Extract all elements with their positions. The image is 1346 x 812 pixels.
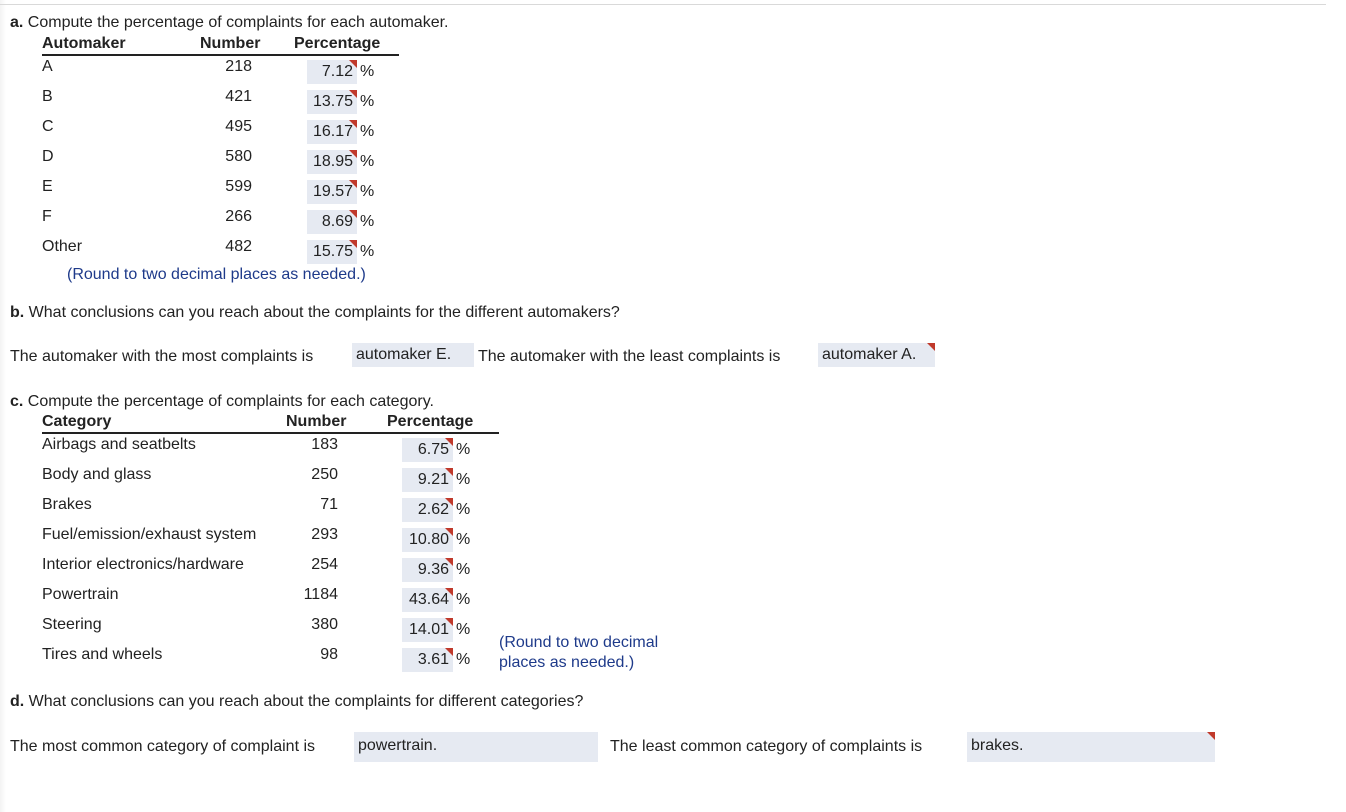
feedback-flag-icon <box>349 90 357 98</box>
part-b-answer-most[interactable] <box>352 343 474 367</box>
feedback-flag-icon <box>445 498 453 506</box>
part-b-sentence-most: The automaker with the most complaints is <box>10 348 314 365</box>
top-divider <box>0 4 1326 5</box>
part-a-percentage-input[interactable] <box>307 90 357 114</box>
feedback-flag-icon <box>349 60 357 68</box>
part-a-percentage-value: 16.17 <box>312 123 353 140</box>
feedback-flag-icon <box>445 468 453 476</box>
part-c-row-number: 71 <box>320 496 338 513</box>
part-a-percentage-value: 13.75 <box>312 93 353 110</box>
part-a-percentage-input[interactable] <box>307 180 357 204</box>
part-a-percent-sign: % <box>360 63 375 80</box>
part-c-percentage-value: 3.61 <box>417 651 449 668</box>
part-a-row-number: 421 <box>225 88 252 105</box>
part-c-row-name: Tires and wheels <box>42 646 163 663</box>
feedback-flag-icon <box>349 120 357 128</box>
feedback-flag-icon <box>445 618 453 626</box>
part-a-percentage-input[interactable] <box>307 210 357 234</box>
part-c-percentage-value: 2.62 <box>417 501 449 518</box>
part-a-percentage-value: 7.12 <box>321 63 353 80</box>
part-a-row-name: C <box>42 118 54 135</box>
part-c-hint-line2: places as needed.) <box>499 654 635 671</box>
part-c-question <box>10 392 434 412</box>
part-b-question-text: What conclusions can you reach about the complaints for the different automakers? <box>28 304 620 321</box>
part-c-row-name: Airbags and seatbelts <box>42 436 196 453</box>
part-b-label: b. <box>10 304 25 321</box>
part-a-percent-sign: % <box>360 213 375 230</box>
part-c-row-number: 293 <box>311 526 338 543</box>
part-c-header-underline <box>42 432 499 434</box>
part-c-row-number: 254 <box>311 556 338 573</box>
part-c-percentage-value: 9.21 <box>417 471 449 488</box>
part-c-row-name: Powertrain <box>42 586 119 603</box>
part-c-percent-sign: % <box>456 531 471 548</box>
part-c-percentage-input[interactable] <box>402 528 453 552</box>
part-c-row-number: 1184 <box>303 586 338 603</box>
part-c-percentage-value: 6.75 <box>417 441 449 458</box>
part-d-answer-most-text: powertrain. <box>358 737 438 754</box>
part-a-row-name: E <box>42 178 53 195</box>
part-c-percent-sign: % <box>456 501 471 518</box>
part-c-label: c. <box>10 393 24 410</box>
part-a-row-number: 495 <box>225 118 252 135</box>
part-a-row-name: F <box>42 208 52 225</box>
feedback-flag-icon <box>349 150 357 158</box>
part-a-label: a. <box>10 14 24 31</box>
part-a-percent-sign: % <box>360 183 375 200</box>
part-c-percentage-input[interactable] <box>402 438 453 462</box>
part-c-percentage-input[interactable] <box>402 648 453 672</box>
part-d-answer-least[interactable] <box>967 732 1215 762</box>
part-c-row-name: Fuel/emission/exhaust system <box>42 526 257 543</box>
part-a-row-number: 482 <box>225 238 252 255</box>
part-c-percentage-input[interactable] <box>402 558 453 582</box>
part-c-row-number: 380 <box>311 616 338 633</box>
left-shadow <box>0 0 6 812</box>
part-a-percentage-input[interactable] <box>307 120 357 144</box>
part-c-header-number: Number <box>286 413 347 430</box>
part-a-header-number: Number <box>200 35 261 52</box>
part-d-label: d. <box>10 693 25 710</box>
feedback-flag-icon <box>1207 732 1215 740</box>
part-c-row-name: Brakes <box>42 496 92 513</box>
part-c-row-name: Body and glass <box>42 466 152 483</box>
feedback-flag-icon <box>445 528 453 536</box>
part-a-percent-sign: % <box>360 93 375 110</box>
part-b-sentence-least: The automaker with the least complaints is <box>478 348 781 365</box>
part-c-row-number: 98 <box>320 646 338 663</box>
part-a-percentage-input[interactable] <box>307 60 357 84</box>
part-c-percentage-value: 43.64 <box>408 591 449 608</box>
part-c-percentage-input[interactable] <box>402 468 453 492</box>
part-c-percentage-value: 9.36 <box>417 561 449 578</box>
part-a-header-automaker: Automaker <box>42 35 126 52</box>
part-a-question <box>10 13 448 33</box>
part-c-header-category: Category <box>42 413 112 430</box>
part-a-hint: (Round to two decimal places as needed.) <box>67 266 366 283</box>
part-d-question-text: What conclusions can you reach about the complaints for different categories? <box>28 693 584 710</box>
part-d-answer-most[interactable] <box>354 732 598 762</box>
feedback-flag-icon <box>445 438 453 446</box>
part-c-percent-sign: % <box>456 561 471 578</box>
part-a-row-number: 580 <box>225 148 252 165</box>
part-d-question <box>10 692 583 712</box>
part-a-row-name: A <box>42 58 53 75</box>
part-a-percent-sign: % <box>360 243 375 260</box>
part-d-sentence-least: The least common category of complaints is <box>610 738 923 755</box>
part-a-row-name: B <box>42 88 53 105</box>
part-a-percent-sign: % <box>360 123 375 140</box>
part-c-percentage-value: 14.01 <box>408 621 449 638</box>
part-c-row-name: Steering <box>42 616 102 633</box>
feedback-flag-icon <box>927 343 935 351</box>
part-b-answer-most-text: automaker E. <box>356 346 452 363</box>
part-a-percentage-value: 8.69 <box>321 213 353 230</box>
part-c-percentage-input[interactable] <box>402 498 453 522</box>
part-a-header-percentage: Percentage <box>294 35 381 52</box>
part-b-question <box>10 303 620 323</box>
part-a-header-underline <box>42 54 399 56</box>
part-a-percentage-value: 19.57 <box>312 183 353 200</box>
part-c-hint-line1: (Round to two decimal <box>499 634 659 651</box>
part-d-sentence-most: The most common category of complaint is <box>10 738 316 755</box>
feedback-flag-icon <box>349 210 357 218</box>
part-c-percentage-input[interactable] <box>402 618 453 642</box>
part-c-row-number: 183 <box>311 436 338 453</box>
part-a-percentage-value: 15.75 <box>312 243 353 260</box>
part-c-percentage-value: 10.80 <box>408 531 449 548</box>
part-a-percent-sign: % <box>360 153 375 170</box>
part-c-percent-sign: % <box>456 471 471 488</box>
part-c-row-number: 250 <box>311 466 338 483</box>
part-c-percent-sign: % <box>456 441 471 458</box>
feedback-flag-icon <box>349 240 357 248</box>
part-c-row-name: Interior electronics/hardware <box>42 556 244 573</box>
part-a-question-text: Compute the percentage of complaints for each automaker. <box>27 14 449 31</box>
part-c-header-percentage: Percentage <box>387 413 474 430</box>
part-a-row-number: 218 <box>225 58 252 75</box>
part-c-percentage-input[interactable] <box>402 588 453 612</box>
part-a-row-number: 266 <box>225 208 252 225</box>
feedback-flag-icon <box>445 648 453 656</box>
part-a-percentage-value: 18.95 <box>312 153 353 170</box>
part-a-row-name: D <box>42 148 54 165</box>
part-a-row-name: Other <box>42 238 83 255</box>
feedback-flag-icon <box>445 558 453 566</box>
part-b-answer-least-text: automaker A. <box>822 346 917 363</box>
part-a-percentage-input[interactable] <box>307 240 357 264</box>
feedback-flag-icon <box>349 180 357 188</box>
part-b-answer-least[interactable] <box>818 343 935 367</box>
part-d-answer-least-text: brakes. <box>971 737 1024 754</box>
part-c-percent-sign: % <box>456 621 471 638</box>
part-c-percent-sign: % <box>456 591 471 608</box>
part-a-row-number: 599 <box>225 178 252 195</box>
part-c-percent-sign: % <box>456 651 471 668</box>
feedback-flag-icon <box>445 588 453 596</box>
part-c-question-text: Compute the percentage of complaints for each category. <box>27 393 434 410</box>
part-a-percentage-input[interactable] <box>307 150 357 174</box>
